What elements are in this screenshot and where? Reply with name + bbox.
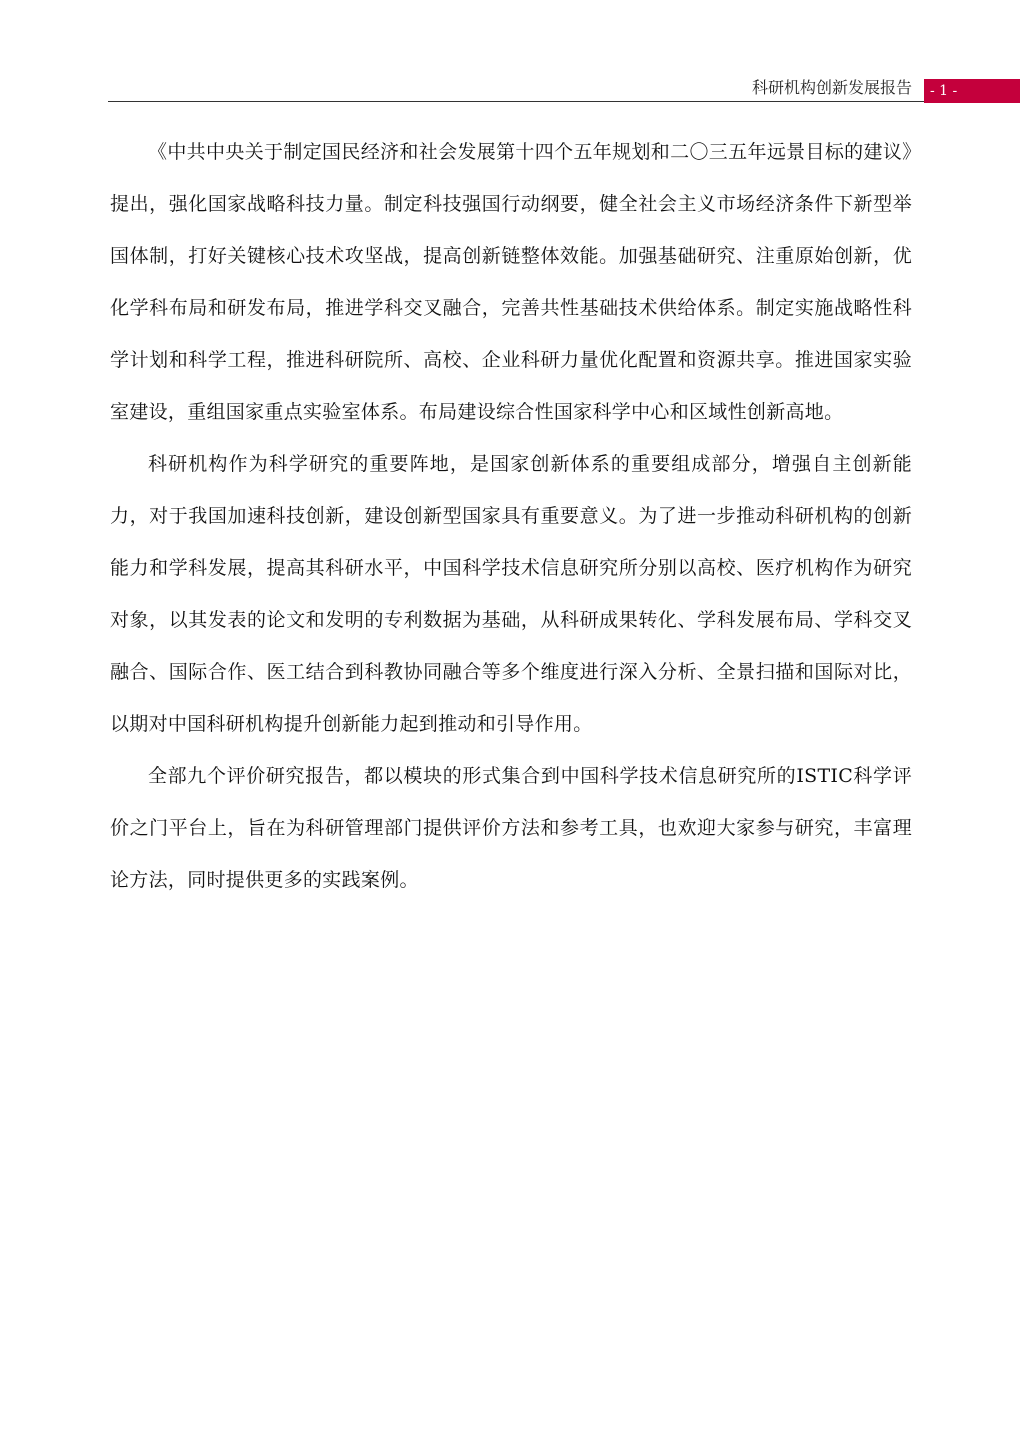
- header-divider: [108, 101, 924, 102]
- paragraph-1: 《中共中央关于制定国民经济和社会发展第十四个五年规划和二〇三五年远景目标的建议》提出，强化国家战略科技力量。制定科技强国行动纲要，健全社会主义市场经济条件下新型举国体制，打好关键核心技术攻坚战，提高创新链整体效能。加强基础研究、注重原始创新，优化学科布局和研发布局，推进学科交叉融合，完善共性基础技术供给体系。制定实施战略性科学计划和科学工程，推进科研院所、高校、企业科研力量优化配置和资源共享。推进国家实验室建设，重组国家重点实验室体系。布局建设综合性国家科学中心和区域性创新高地。: [110, 141, 912, 423]
- document-body: [110, 126, 912, 906]
- paragraph-2: 科研机构作为科学研究的重要阵地，是国家创新体系的重要组成部分，增强自主创新能力，对于我国加速科技创新，建设创新型国家具有重要意义。为了进一步推动科研机构的创新能力和学科发展，提高其科研水平，中国科学技术信息研究所分别以高校、医疗机构作为研究对象，以其发表的论文和发明的专利数据为基础，从科研成果转化、学科发展布局、学科交叉融合、国际合作、医工结合到科教协同融合等多个维度进行深入分析、全景扫描和国际对比，以期对中国科研机构提升创新能力起到推动和引导作用。: [110, 453, 912, 735]
- page-header: [0, 0, 1020, 104]
- page-number-badge: - 1 -: [924, 79, 1020, 103]
- paragraph-3: 全部九个评价研究报告，都以模块的形式集合到中国科学技术信息研究所的ISTIC科学评价之门平台上，旨在为科研管理部门提供评价方法和参考工具，也欢迎大家参与研究，丰富理论方法，同时提供更多的实践案例。: [110, 765, 912, 891]
- running-header-title: 科研机构创新发展报告: [751, 78, 912, 97]
